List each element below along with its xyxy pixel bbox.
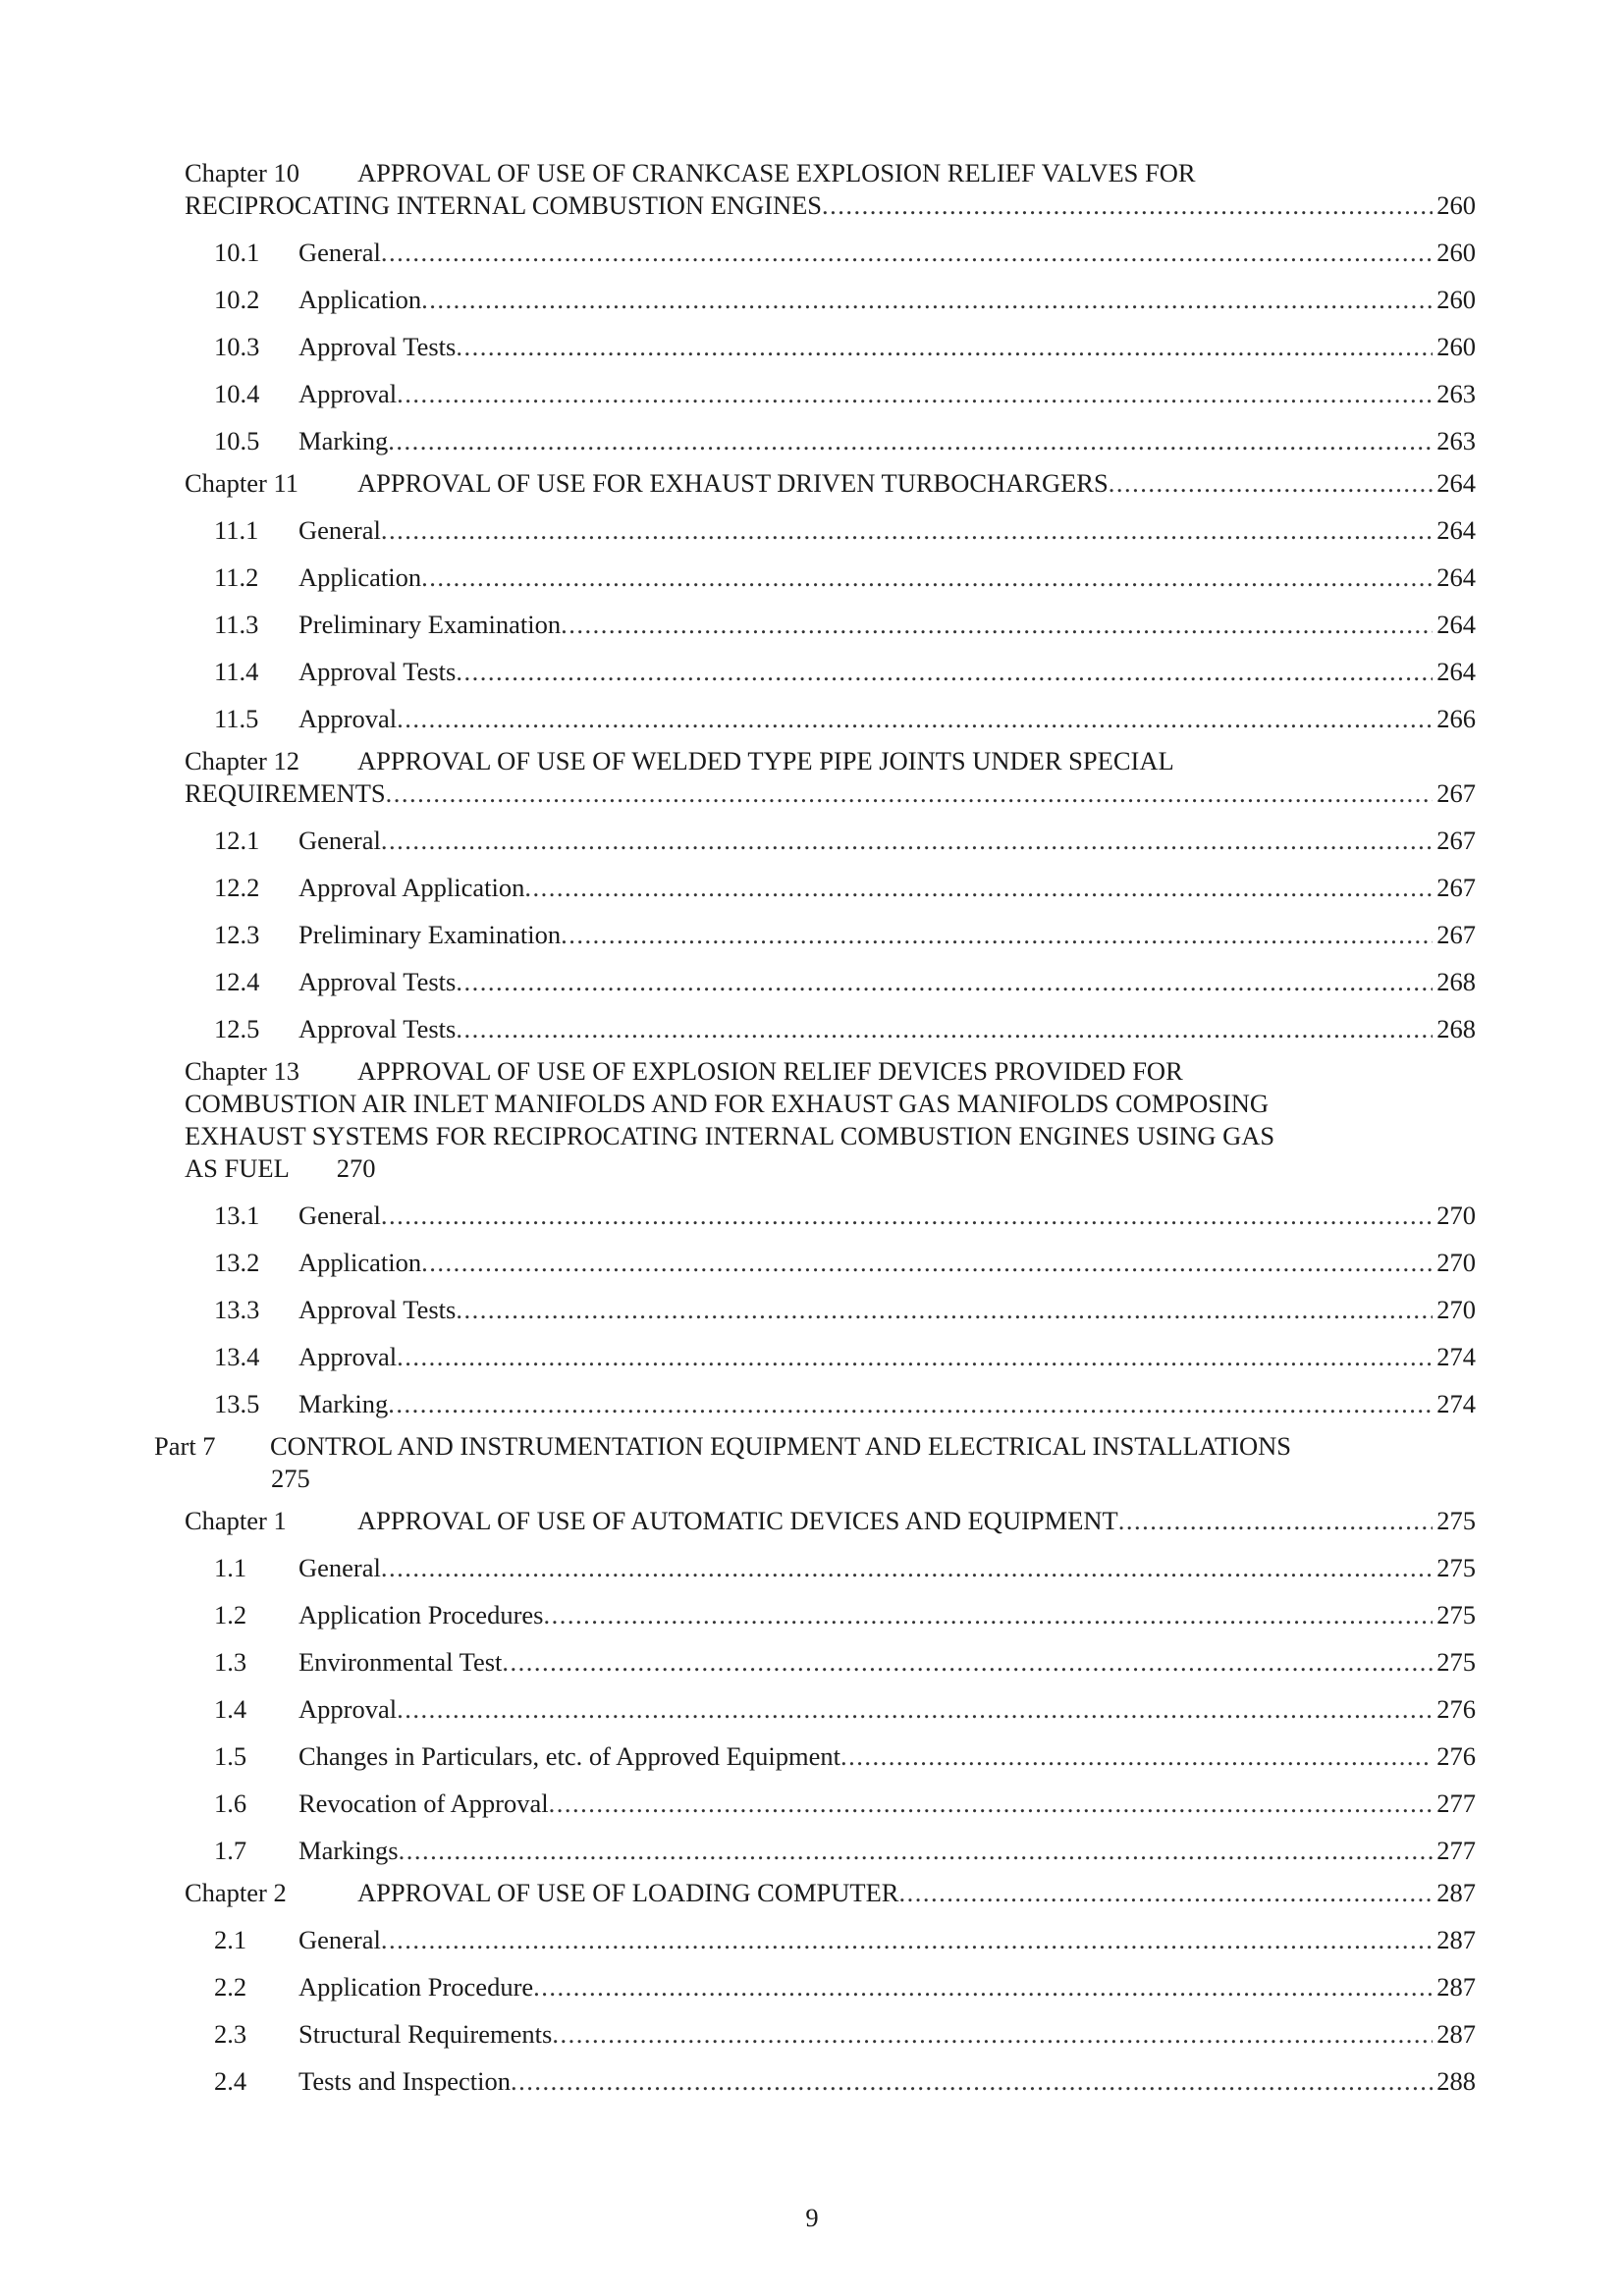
section-number: 13.3 <box>214 1295 260 1324</box>
dot-leader <box>524 872 1433 904</box>
section-page: 276 <box>1436 1741 1476 1771</box>
toc-section[interactable] <box>185 1552 1476 1584</box>
dot-leader <box>840 1740 1433 1773</box>
toc-section[interactable] <box>185 378 1476 410</box>
toc-section[interactable] <box>185 2018 1476 2051</box>
chapter-label: Chapter 10 <box>185 158 300 187</box>
section-title: Marking <box>298 426 389 455</box>
chapter-page: 264 <box>1436 468 1476 498</box>
toc-chapter-10[interactable] <box>185 157 1476 222</box>
dot-leader <box>421 284 1433 316</box>
section-number: 2.4 <box>214 2066 247 2096</box>
section-title: General <box>298 1553 381 1582</box>
part-page: 275 <box>271 1464 310 1493</box>
dot-leader <box>421 1247 1433 1279</box>
section-page: 263 <box>1436 379 1476 408</box>
toc-section[interactable] <box>185 1247 1476 1279</box>
section-number: 10.4 <box>214 379 260 408</box>
section-page: 267 <box>1436 826 1476 855</box>
chapter-title: APPROVAL OF USE OF WELDED TYPE PIPE JOINTS UNDER SPECIAL <box>357 746 1174 775</box>
section-title: General <box>298 515 381 545</box>
dot-leader <box>388 425 1433 457</box>
section-title: Approval <box>298 1342 398 1371</box>
section-page: 274 <box>1436 1389 1476 1418</box>
section-title: Preliminary Examination <box>298 610 562 639</box>
section-title: Changes in Particulars, etc. of Approved Equipment <box>298 1741 840 1771</box>
dot-leader <box>386 777 1434 810</box>
dot-leader <box>502 1646 1433 1679</box>
toc-section[interactable] <box>185 237 1476 269</box>
toc-section[interactable] <box>185 1740 1476 1773</box>
section-title: Environmental Test <box>298 1647 503 1677</box>
toc-section[interactable] <box>185 1924 1476 1956</box>
section-number: 12.3 <box>214 920 260 949</box>
dot-leader <box>533 1971 1433 2003</box>
table-of-contents <box>154 157 1476 2098</box>
toc-section[interactable] <box>185 284 1476 316</box>
section-number: 13.2 <box>214 1248 260 1277</box>
section-number: 12.5 <box>214 1014 260 1043</box>
section-number: 13.1 <box>214 1201 260 1230</box>
section-number: 11.5 <box>214 704 259 733</box>
section-page: 264 <box>1436 562 1476 592</box>
section-title: Application Procedure <box>298 1972 534 2002</box>
section-title: Approval Tests <box>298 332 457 361</box>
dot-leader <box>1118 1505 1434 1537</box>
section-page: 287 <box>1436 1972 1476 2002</box>
chapter-title-cont: COMBUSTION AIR INLET MANIFOLDS AND FOR EXHAUST GAS MANIFOLDS COMPOSING <box>185 1089 1270 1118</box>
section-page: 277 <box>1436 1836 1476 1865</box>
section-title: Approval Application <box>298 873 525 902</box>
toc-chapter-13[interactable] <box>185 1055 1476 1185</box>
section-number: 1.1 <box>214 1553 247 1582</box>
section-number: 10.3 <box>214 332 260 361</box>
toc-section[interactable] <box>185 425 1476 457</box>
section-title: General <box>298 1925 381 1954</box>
dot-leader <box>456 656 1433 688</box>
section-page: 270 <box>1436 1201 1476 1230</box>
section-title: Approval <box>298 1694 398 1724</box>
dot-leader <box>898 1877 1433 1909</box>
dot-leader <box>397 1341 1433 1373</box>
chapter-title: APPROVAL OF USE FOR EXHAUST DRIVEN TURBOCHARGERS <box>357 468 1109 498</box>
section-page: 270 <box>1436 1295 1476 1324</box>
chapter-page: 260 <box>1436 190 1476 220</box>
toc-chapter-2[interactable] <box>185 1877 1476 1909</box>
section-page: 275 <box>1436 1647 1476 1677</box>
toc-section[interactable] <box>185 1013 1476 1045</box>
toc-section[interactable] <box>185 1971 1476 2003</box>
chapter-title-cont: EXHAUST SYSTEMS FOR RECIPROCATING INTERNAL COMBUSTION ENGINES USING GAS <box>185 1121 1275 1150</box>
section-number: 10.5 <box>214 426 260 455</box>
dot-leader <box>543 1599 1433 1631</box>
toc-section[interactable] <box>185 1835 1476 1867</box>
section-number: 2.2 <box>214 1972 247 2002</box>
page-number: 9 <box>805 2203 819 2232</box>
dot-leader <box>399 1835 1434 1867</box>
section-page: 267 <box>1436 920 1476 949</box>
toc-section[interactable] <box>185 609 1476 641</box>
dot-leader <box>822 189 1433 222</box>
dot-leader <box>381 825 1433 857</box>
dot-leader <box>511 2065 1433 2098</box>
section-number: 11.2 <box>214 562 259 592</box>
section-number: 12.4 <box>214 967 260 996</box>
toc-section[interactable] <box>185 331 1476 363</box>
section-title: Application <box>298 562 422 592</box>
toc-section[interactable] <box>185 514 1476 547</box>
section-page: 264 <box>1436 515 1476 545</box>
section-page: 260 <box>1436 238 1476 267</box>
section-title: Application <box>298 285 422 314</box>
section-title: Approval Tests <box>298 1014 457 1043</box>
section-number: 10.2 <box>214 285 260 314</box>
section-title: Application Procedures <box>298 1600 544 1629</box>
section-title: Markings <box>298 1836 399 1865</box>
chapter-title: APPROVAL OF USE OF LOADING COMPUTER <box>357 1878 899 1907</box>
dot-leader <box>397 378 1433 410</box>
toc-section[interactable] <box>185 1294 1476 1326</box>
section-title: Marking <box>298 1389 389 1418</box>
toc-section[interactable] <box>185 1646 1476 1679</box>
section-number: 10.1 <box>214 238 260 267</box>
chapter-title: APPROVAL OF USE OF CRANKCASE EXPLOSION RELIEF VALVES FOR <box>357 158 1196 187</box>
toc-section[interactable] <box>185 703 1476 735</box>
dot-leader <box>421 561 1433 594</box>
chapter-title-cont: RECIPROCATING INTERNAL COMBUSTION ENGINES <box>185 190 823 220</box>
chapter-title: APPROVAL OF USE OF AUTOMATIC DEVICES AND EQUIPMENT <box>357 1506 1118 1535</box>
chapter-title-cont: REQUIREMENTS <box>185 778 386 808</box>
section-page: 275 <box>1436 1553 1476 1582</box>
dot-leader <box>456 966 1433 998</box>
chapter-label: Chapter 11 <box>185 468 299 498</box>
section-page: 274 <box>1436 1342 1476 1371</box>
dot-leader <box>456 1013 1433 1045</box>
dot-leader <box>381 1924 1433 1956</box>
chapter-page: 275 <box>1436 1506 1476 1535</box>
part-title: CONTROL AND INSTRUMENTATION EQUIPMENT AND ELECTRICAL INSTALLATIONS <box>270 1431 1292 1461</box>
chapter-title-cont: AS FUEL <box>185 1153 290 1183</box>
section-title: Approval Tests <box>298 657 457 686</box>
section-number: 13.4 <box>214 1342 260 1371</box>
section-page: 264 <box>1436 657 1476 686</box>
section-page: 275 <box>1436 1600 1476 1629</box>
dot-leader <box>552 2018 1433 2051</box>
section-page: 260 <box>1436 285 1476 314</box>
dot-leader <box>397 703 1433 735</box>
dot-leader <box>1109 467 1434 500</box>
section-number: 12.1 <box>214 826 260 855</box>
chapter-page: 267 <box>1436 778 1476 808</box>
section-title: General <box>298 238 381 267</box>
section-number: 2.3 <box>214 2019 247 2049</box>
section-page: 268 <box>1436 967 1476 996</box>
section-page: 270 <box>1436 1248 1476 1277</box>
dot-leader <box>381 1200 1433 1232</box>
section-number: 1.2 <box>214 1600 247 1629</box>
dot-leader <box>549 1788 1434 1820</box>
section-title: Preliminary Examination <box>298 920 562 949</box>
section-title: General <box>298 1201 381 1230</box>
section-page: 276 <box>1436 1694 1476 1724</box>
toc-chapter-12[interactable] <box>185 745 1476 810</box>
section-page: 266 <box>1436 704 1476 733</box>
toc-section[interactable] <box>185 966 1476 998</box>
chapter-label: Chapter 1 <box>185 1506 287 1535</box>
section-number: 1.3 <box>214 1647 247 1677</box>
chapter-page: 270 <box>336 1153 376 1183</box>
toc-chapter-1[interactable] <box>185 1505 1476 1537</box>
section-number: 11.4 <box>214 657 259 686</box>
section-title: Approval Tests <box>298 1295 457 1324</box>
toc-section[interactable] <box>185 825 1476 857</box>
section-page: 287 <box>1436 2019 1476 2049</box>
toc-part-7[interactable] <box>154 1430 1476 1495</box>
section-number: 11.1 <box>214 515 259 545</box>
dot-leader <box>561 919 1433 951</box>
section-number: 13.5 <box>214 1389 260 1418</box>
dot-leader <box>561 609 1433 641</box>
section-title: Tests and Inspection <box>298 2066 511 2096</box>
chapter-page: 287 <box>1436 1878 1476 1907</box>
chapter-label: Chapter 12 <box>185 746 300 775</box>
section-title: General <box>298 826 381 855</box>
section-page: 260 <box>1436 332 1476 361</box>
toc-section[interactable] <box>185 561 1476 594</box>
section-number: 12.2 <box>214 873 260 902</box>
section-page: 288 <box>1436 2066 1476 2096</box>
dot-leader <box>397 1693 1433 1726</box>
dot-leader <box>381 237 1433 269</box>
toc-section[interactable] <box>185 1388 1476 1420</box>
section-page: 277 <box>1436 1789 1476 1818</box>
dot-leader <box>388 1388 1433 1420</box>
section-page: 267 <box>1436 873 1476 902</box>
part-label: Part 7 <box>154 1431 216 1461</box>
section-number: 1.7 <box>214 1836 247 1865</box>
toc-section[interactable] <box>185 2065 1476 2098</box>
toc-section[interactable] <box>185 1341 1476 1373</box>
section-title: Approval <box>298 704 398 733</box>
section-number: 1.5 <box>214 1741 247 1771</box>
section-title: Approval Tests <box>298 967 457 996</box>
section-number: 11.3 <box>214 610 259 639</box>
dot-leader <box>381 1552 1433 1584</box>
section-title: Approval <box>298 379 398 408</box>
section-number: 1.6 <box>214 1789 247 1818</box>
dot-leader <box>381 514 1433 547</box>
section-number: 1.4 <box>214 1694 247 1724</box>
toc-section[interactable] <box>185 1788 1476 1820</box>
toc-section[interactable] <box>185 1599 1476 1631</box>
chapter-label: Chapter 13 <box>185 1056 300 1086</box>
section-page: 263 <box>1436 426 1476 455</box>
toc-section[interactable] <box>185 872 1476 904</box>
dot-leader <box>456 331 1433 363</box>
section-page: 264 <box>1436 610 1476 639</box>
section-page: 268 <box>1436 1014 1476 1043</box>
section-number: 2.1 <box>214 1925 247 1954</box>
section-page: 287 <box>1436 1925 1476 1954</box>
chapter-label: Chapter 2 <box>185 1878 287 1907</box>
toc-section[interactable] <box>185 919 1476 951</box>
toc-chapter-11[interactable] <box>185 467 1476 500</box>
dot-leader <box>456 1294 1433 1326</box>
section-title: Application <box>298 1248 422 1277</box>
section-title: Structural Requirements <box>298 2019 553 2049</box>
toc-section[interactable] <box>185 1693 1476 1726</box>
toc-section[interactable] <box>185 1200 1476 1232</box>
toc-section[interactable] <box>185 656 1476 688</box>
chapter-title: APPROVAL OF USE OF EXPLOSION RELIEF DEVICES PROVIDED FOR <box>357 1056 1183 1086</box>
section-title: Revocation of Approval <box>298 1789 549 1818</box>
